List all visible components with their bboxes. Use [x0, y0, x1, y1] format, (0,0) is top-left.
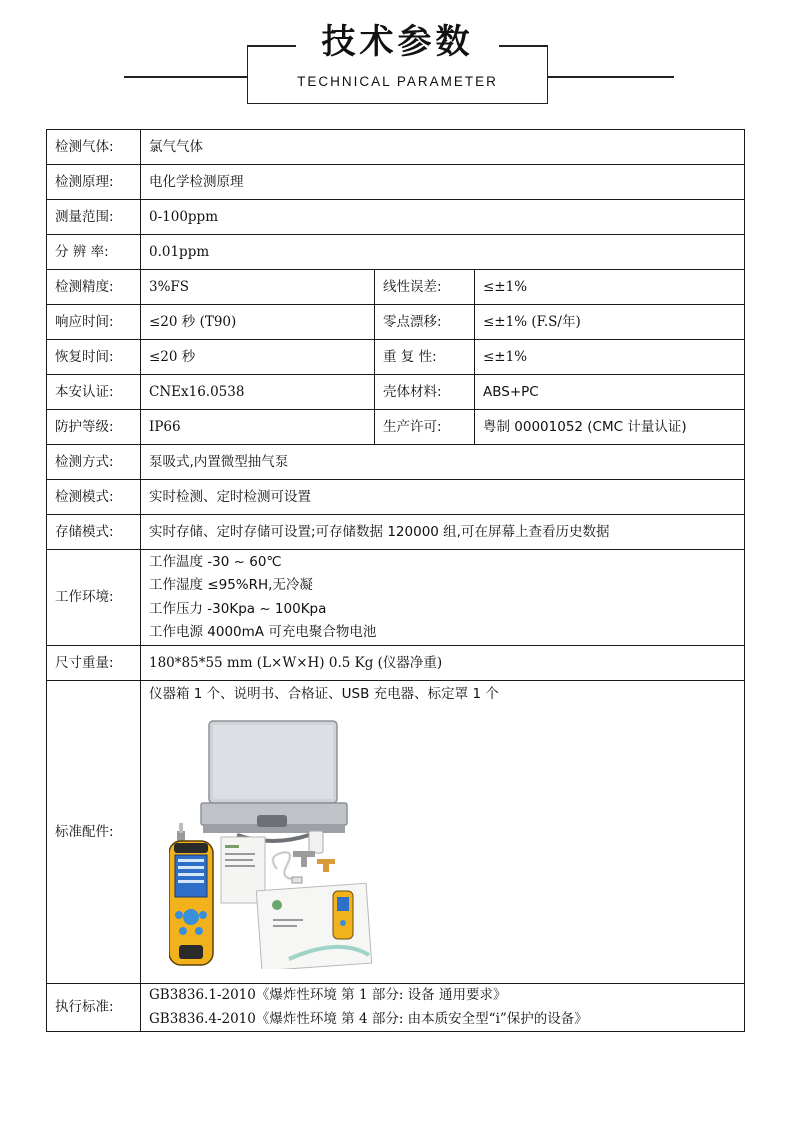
table-row	[47, 445, 745, 480]
row-value: 0-100ppm	[141, 200, 745, 235]
row-label-secondary: 重 复 性:	[375, 340, 475, 375]
row-value-multiline	[141, 550, 745, 646]
carry-case-icon	[201, 721, 347, 841]
device-thumbnail-icon	[333, 891, 353, 939]
row-value-secondary: ≤±1%	[475, 340, 745, 375]
gas-detector-icon	[169, 823, 213, 965]
row-label: 尺寸重量:	[47, 646, 141, 681]
header-frame-top-right	[499, 45, 547, 47]
standard-line: GB3836.1-2010《爆炸性环境 第 1 部分: 设备 通用要求》	[149, 987, 507, 1003]
row-value-secondary: 粤制 00001052 (CMC 计量认证)	[475, 410, 745, 445]
row-label: 执行标准:	[47, 984, 141, 1032]
row-value: 泵吸式,内置微型抽气泵	[141, 445, 745, 480]
header-rule-right	[548, 76, 674, 78]
row-label: 防护等级:	[47, 410, 141, 445]
table-row	[47, 984, 745, 1032]
row-label: 分 辨 率:	[47, 235, 141, 270]
row-value: ≤20 秒	[141, 340, 375, 375]
table-row	[47, 270, 745, 305]
table-row	[47, 515, 745, 550]
row-value: 3%FS	[141, 270, 375, 305]
table-row	[47, 165, 745, 200]
table-row	[47, 480, 745, 515]
env-line: 工作电源 4000mA 可充电聚合物电池	[149, 624, 377, 640]
header-rule-left	[124, 76, 248, 78]
row-label: 本安认证:	[47, 375, 141, 410]
row-label: 恢复时间:	[47, 340, 141, 375]
row-value: 氯气气体	[141, 130, 745, 165]
row-label: 标准配件:	[47, 681, 141, 984]
row-value-secondary: ABS+PC	[475, 375, 745, 410]
row-value: ≤20 秒 (T90)	[141, 305, 375, 340]
table-row	[47, 646, 745, 681]
standard-line: GB3836.4-2010《爆炸性环境 第 4 部分: 由本质安全型“i”保护的设备》	[149, 1010, 588, 1027]
row-label: 检测气体:	[47, 130, 141, 165]
row-value: 180*85*55 mm (L×W×H) 0.5 Kg (仪器净重)	[141, 646, 745, 681]
table-row	[47, 681, 745, 984]
row-label: 检测模式:	[47, 480, 141, 515]
table-row	[47, 235, 745, 270]
row-value: 实时检测、定时检测可设置	[141, 480, 745, 515]
table-row	[47, 200, 745, 235]
row-label-secondary: 壳体材料:	[375, 375, 475, 410]
env-line: 工作湿度 ≤95%RH,无冷凝	[149, 577, 313, 593]
accessories-cell	[141, 681, 745, 984]
row-value-multiline	[141, 984, 745, 1032]
calibration-cap-icon	[293, 851, 335, 872]
table-row	[47, 340, 745, 375]
row-value: 电化学检测原理	[141, 165, 745, 200]
table-row	[47, 305, 745, 340]
env-line: 工作压力 -30Kpa ~ 100Kpa	[149, 600, 327, 617]
page-title: 技术参数	[321, 22, 474, 62]
row-label-secondary: 线性误差:	[375, 270, 475, 305]
page-subtitle: TECHNICAL PARAMETER	[297, 74, 498, 89]
table-row	[47, 130, 745, 165]
row-label: 检测原理:	[47, 165, 141, 200]
row-label: 存储模式:	[47, 515, 141, 550]
row-value: CNEx16.0538	[141, 375, 375, 410]
row-value: IP66	[141, 410, 375, 445]
header-frame-top-left	[248, 45, 296, 47]
row-label: 响应时间:	[47, 305, 141, 340]
table-row	[47, 375, 745, 410]
row-label: 工作环境:	[47, 550, 141, 646]
table-row	[47, 410, 745, 445]
table-row	[47, 550, 745, 646]
row-value: 仪器箱 1 个、说明书、合格证、USB 充电器、标定罩 1 个	[149, 686, 499, 702]
row-value-secondary: ≤±1%	[475, 270, 745, 305]
row-label: 测量范围:	[47, 200, 141, 235]
row-label: 检测精度:	[47, 270, 141, 305]
spec-table	[46, 129, 745, 1032]
row-value: 0.01ppm	[141, 235, 745, 270]
row-label-secondary: 生产许可:	[375, 410, 475, 445]
row-value: 实时存储、定时存储可设置;可存储数据 120000 组,可在屏幕上查看历史数据	[141, 515, 745, 550]
row-label: 检测方式:	[47, 445, 141, 480]
charger-icon	[309, 831, 323, 853]
row-label-secondary: 零点漂移:	[375, 305, 475, 340]
row-value-secondary: ≤±1% (F.S/年)	[475, 305, 745, 340]
product-kit-image	[169, 719, 399, 969]
env-line: 工作温度 -30 ~ 60℃	[149, 553, 282, 570]
